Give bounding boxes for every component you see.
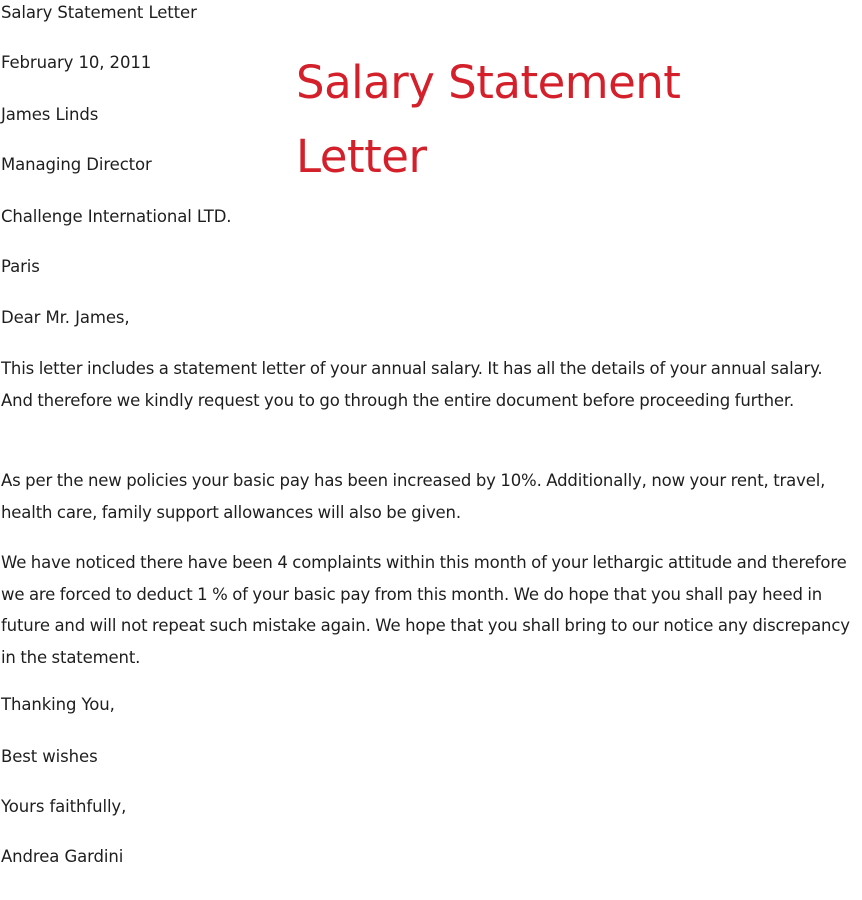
body-paragraph-3: We have noticed there have been 4 complaints within this month of your lethargic attitude and therefore we are forced to deduct 1 % of your basic pay from this month. We do hope that you shall pay heed in future and will not repeat such mistake again. We hope that you shall bring to our notice any discrepancy in the statement. <box>1 553 850 667</box>
salutation: Dear Mr. James, <box>1 308 130 327</box>
closing-thanks: Thanking You, <box>1 695 115 714</box>
closing-wishes: Best wishes <box>1 747 98 766</box>
recipient-city: Paris <box>1 257 40 276</box>
letter-date: February 10, 2011 <box>1 53 152 72</box>
recipient-name: James Linds <box>1 105 99 124</box>
body-paragraph-1: This letter includes a statement letter of your annual salary. It has all the details of your annual salary. And therefore we kindly request you to go through the entire document before proceeding further. <box>1 359 823 410</box>
body-paragraph-2: As per the new policies your basic pay has been increased by 10%. Additionally, now your rent, travel, health care, family support allowances will also be given. <box>1 471 826 522</box>
document-header-label: Salary Statement Letter <box>1 3 197 22</box>
signer-name: Andrea Gardini <box>1 847 124 866</box>
closing-signoff: Yours faithfully, <box>1 797 127 816</box>
letter-title: Salary Statement Letter <box>296 56 681 183</box>
recipient-company: Challenge International LTD. <box>1 207 232 226</box>
recipient-position: Managing Director <box>1 155 152 174</box>
